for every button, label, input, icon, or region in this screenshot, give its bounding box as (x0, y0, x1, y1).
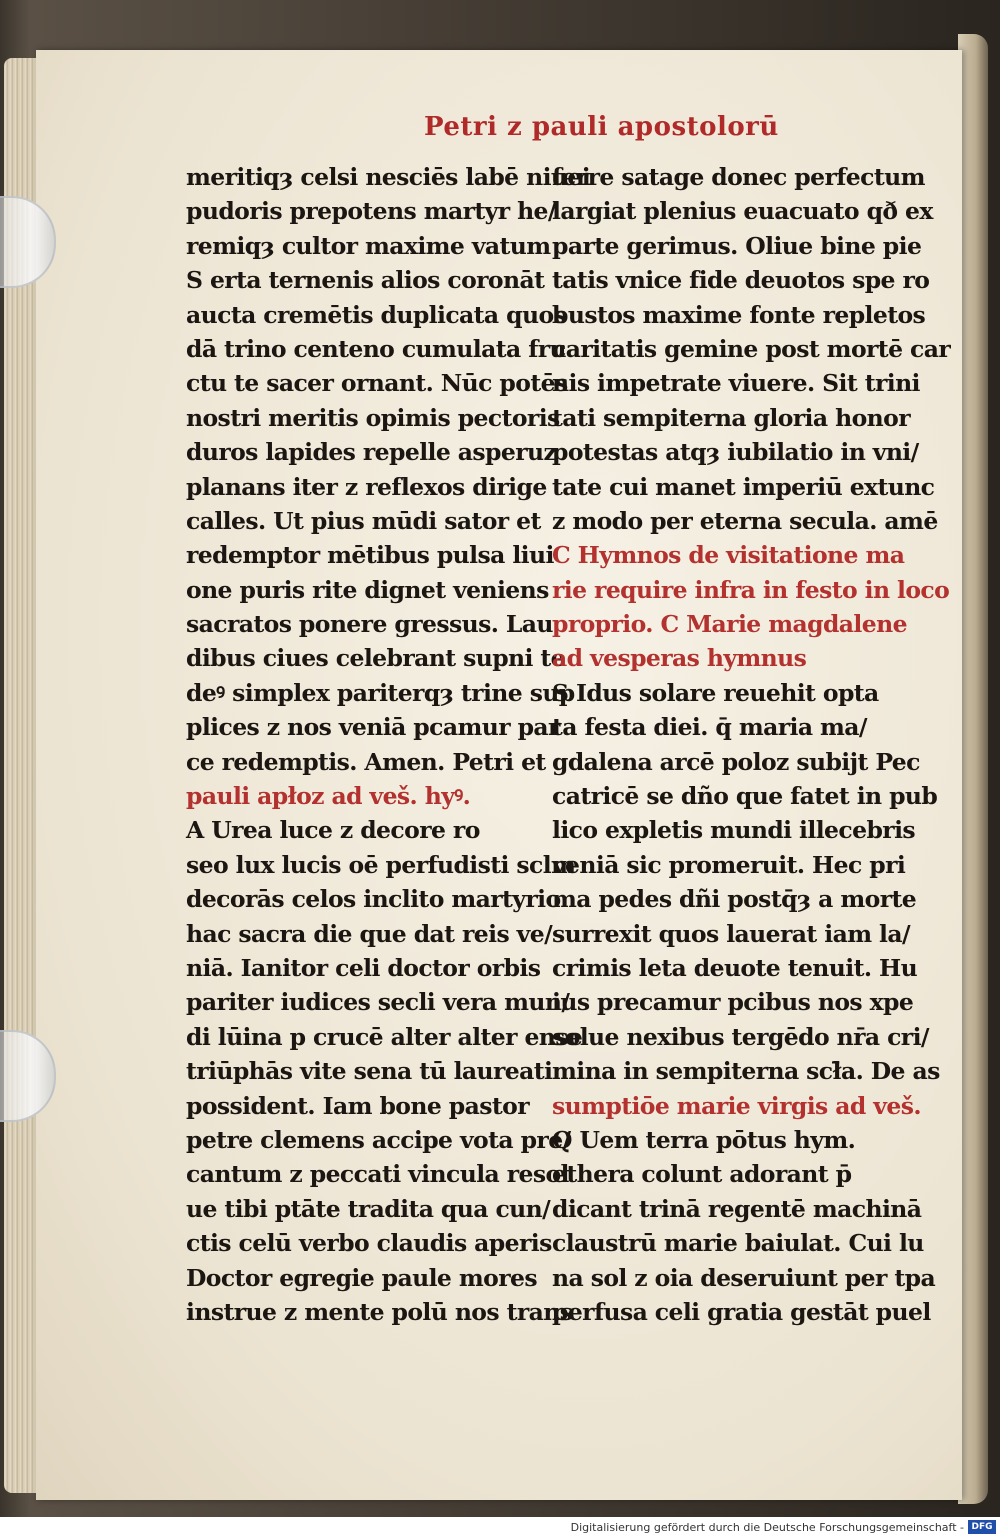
text-line: dicant trinā regentē machinā (552, 1194, 922, 1223)
text-line: decorās celos inclito martyrio (186, 885, 561, 914)
text-line: crimis leta deuote tenuit. Hu (552, 953, 918, 982)
text-line: mina in sempiterna scł̄a. De as (552, 1057, 940, 1086)
text-line: petre clemens accipe vota pre/ (186, 1125, 571, 1154)
text-line: z modo per eterna secula. amē (552, 506, 938, 535)
text-line: calles. Ut pius mūdi sator et (186, 506, 541, 535)
text-line: pauli apłoz ad veš. hyꝰ. (186, 782, 471, 811)
text-line: potestas atqȝ iubilatio in vni/ (552, 438, 919, 467)
text-line: ta festa diei. q̄ maria ma/ (552, 713, 867, 742)
footer-credit: Digitalisierung gefördert durch die Deutsche Forschungsgemeinschaft - (570, 1521, 964, 1534)
text-line: ma pedes dñi postq̄ȝ a morte (552, 885, 917, 914)
text-line: ad vesperas hymnus (552, 644, 807, 673)
text-line: cantum z peccati vincula resol (186, 1160, 569, 1189)
text-line: pudoris prepotens martyr he/ (186, 197, 556, 226)
text-line: ue tibi ptāte tradita qua cun/ (186, 1194, 551, 1223)
text-line: proprio. C Marie magdalene (552, 610, 907, 639)
text-line: ethera colunt adorant p̄ (552, 1160, 852, 1189)
text-line: dā trino centeno cumulata fru (186, 334, 566, 363)
text-line: C Hymnos de visitatione ma (552, 541, 905, 570)
text-line: gdalena arcē poloz subijt Pec (552, 747, 920, 776)
right-text-column (552, 160, 951, 1329)
text-line: catricē se dño que fatet in pub (552, 782, 938, 811)
text-line: ferre satage donec perfectum (552, 163, 925, 191)
text-line: bustos maxime fonte repletos (552, 300, 926, 329)
text-line: claustrū marie baiulat. Cui lu (552, 1229, 924, 1258)
text-line: parte gerimus. Oliue bine pie (552, 231, 922, 260)
text-line: caritatis gemine post mortē car (552, 334, 951, 363)
text-line: remiqȝ cultor maxime vatum (186, 231, 551, 260)
text-line: na sol z oia deseruiunt per tpa (552, 1263, 936, 1292)
text-line: nostri meritis opimis pectoris (186, 403, 560, 432)
text-line: sumptiōe marie virgis ad veš. (552, 1091, 921, 1120)
text-line: meritiqȝ celsi nesciēs labē niuei (186, 163, 591, 191)
text-line: pariter iudices secli vera mun/ (186, 988, 570, 1017)
text-line: hac sacra die que dat reis ve/ (186, 919, 553, 948)
text-line: ctu te sacer ornant. Nūc potēs (186, 369, 568, 398)
text-line: ctis celū verbo claudis aperis (186, 1229, 552, 1258)
text-line: aucta cremētis duplicata quos (186, 300, 567, 329)
text-line: tatis vnice fide deuotos spe ro (552, 266, 930, 295)
text-line: redemptor mētibus pulsa liui (186, 541, 554, 570)
text-line: tate cui manet imperiū extunc (552, 472, 935, 501)
text-line: S Idus solare reuehit opta (552, 678, 879, 707)
text-line: tati sempiterna gloria honor (552, 403, 910, 432)
text-line: Doctor egregie paule mores (186, 1263, 537, 1292)
text-line: di lūina p crucē alter alter ense (186, 1022, 583, 1051)
text-line: ius precamur pcibus nos xpe (552, 988, 914, 1017)
text-line: Q Uem terra pōtus hym. (552, 1125, 856, 1154)
text-line: nis impetrate viuere. Sit trini (552, 369, 920, 398)
text-line: lico expletis mundi illecebris (552, 816, 916, 845)
text-line: sacratos ponere gressus. Lau (186, 610, 553, 639)
text-line: deꝰ simplex pariterqȝ trine sup (186, 678, 575, 707)
text-line: plices z nos veniā pcamur par (186, 713, 560, 742)
left-text-column (186, 160, 591, 1329)
text-line: solue nexibus tergēdo nr̄a cri/ (552, 1022, 929, 1051)
text-line: ce redemptis. Amen. Petri et (186, 747, 546, 776)
text-line: perfusa celi gratia gestāt puel (552, 1297, 931, 1326)
text-line: rie require infra in festo in loco (552, 575, 950, 604)
text-line: A Urea luce z decore ro (186, 816, 480, 845)
text-line: duros lapides repelle asperuz (186, 438, 557, 467)
text-line: instrue z mente polū nos trans (186, 1297, 573, 1326)
dfg-logo: DFG (968, 1520, 996, 1534)
text-line: dibus ciues celebrant supni te (186, 644, 566, 673)
text-line: seo lux lucis oē perfudisti sclm (186, 850, 576, 879)
text-line: S erta ternenis alios coronāt (186, 266, 545, 295)
text-line: triūphās vite sena tū laureati (186, 1057, 553, 1086)
text-line: possident. Iam bone pastor (186, 1091, 529, 1120)
page-curl (958, 34, 988, 1504)
text-line: planans iter z reflexos dirige (186, 472, 547, 501)
text-line: surrexit quos lauerat iam la/ (552, 919, 910, 948)
text-line: one puris rite dignet veniens (186, 575, 549, 604)
running-head: Petri z pauli apostolorū (424, 112, 779, 142)
text-line: veniā sic promeruit. Hec pri (552, 850, 906, 879)
text-line: niā. Ianitor celi doctor orbis (186, 953, 541, 982)
text-line: largiat plenius euacuato qð ex (552, 197, 933, 226)
